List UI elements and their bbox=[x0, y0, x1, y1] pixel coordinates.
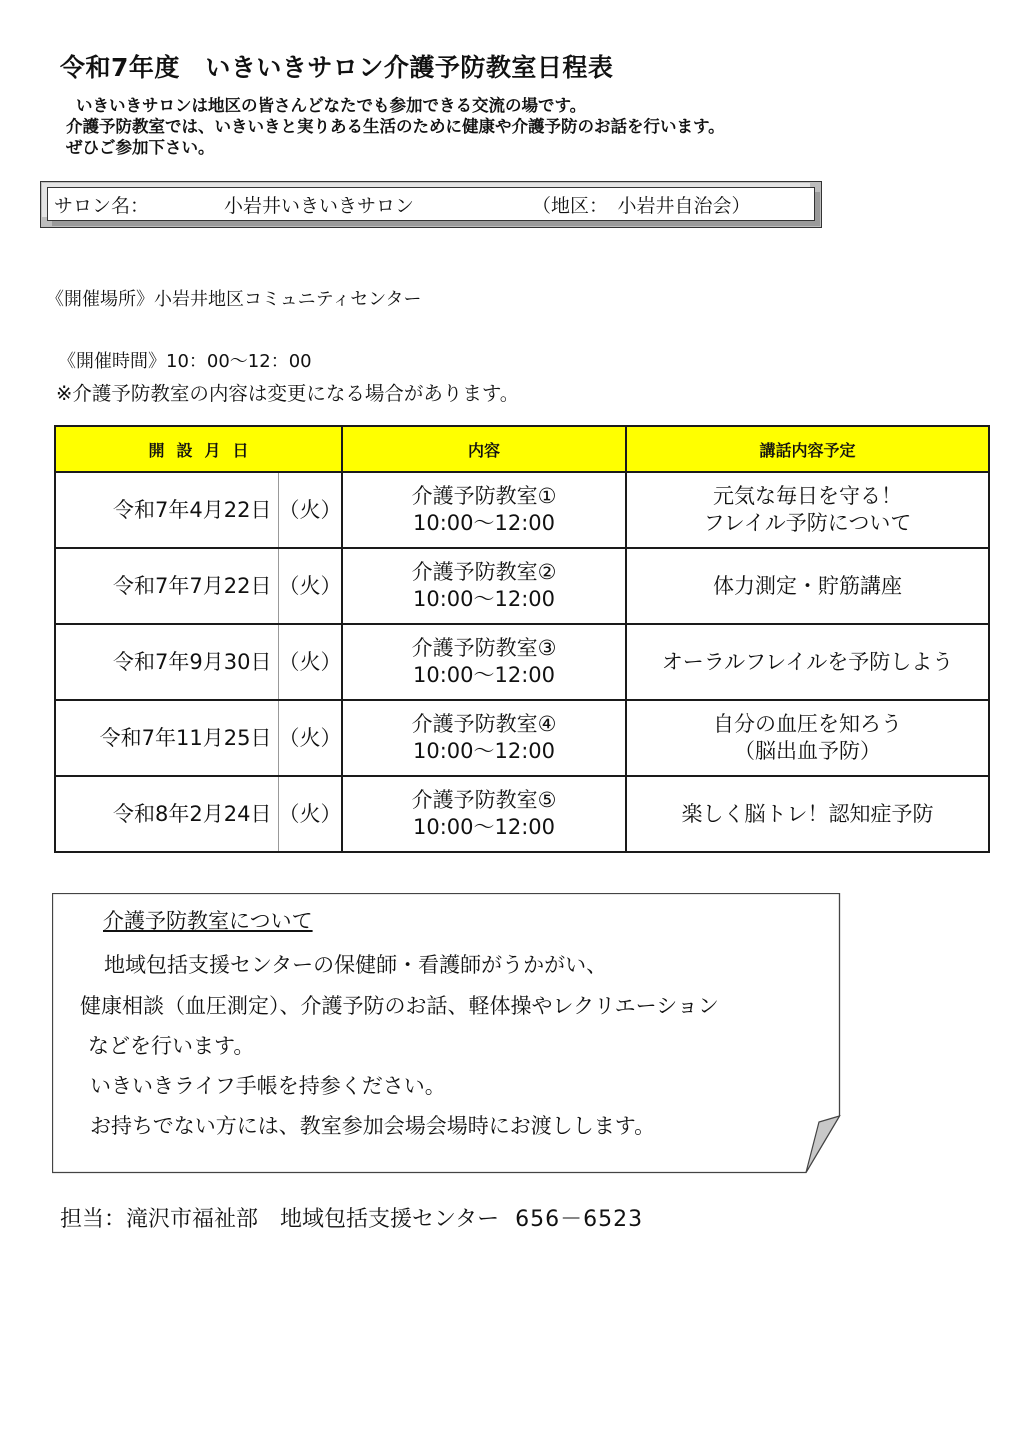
session-content: 介護予防教室⑤ 10:00～12:00 bbox=[342, 776, 626, 852]
session-content: 介護予防教室② 10:00～12:00 bbox=[342, 548, 626, 624]
table-row bbox=[55, 472, 989, 548]
session-topic: オーラルフレイルを予防しよう bbox=[626, 624, 989, 700]
contact-phone: 656－6523 bbox=[515, 1207, 644, 1232]
session-date: 令和7年11月25日 bbox=[55, 700, 278, 776]
session-content: 介護予防教室① 10:00～12:00 bbox=[342, 472, 626, 548]
page-title: 令和7年度 いきいきサロン介護予防教室日程表 bbox=[60, 53, 614, 82]
session-date: 令和8年2月24日 bbox=[55, 776, 278, 852]
hours: 《開催時間》10：00～12：00 bbox=[58, 351, 312, 372]
session-content: 介護予防教室③ 10:00～12:00 bbox=[342, 624, 626, 700]
intro-line: いきいきサロンは地区の皆さんどなたでも参加できる交流の場です。 bbox=[76, 96, 587, 115]
intro-line: ぜひご参加下さい。 bbox=[66, 138, 215, 157]
venue: 《開催場所》小岩井地区コミュニティセンター bbox=[46, 289, 422, 310]
session-weekday: （火） bbox=[278, 472, 342, 548]
about-line: お持ちでない方には、教室参加会場会場時にお渡しします。 bbox=[90, 1114, 656, 1138]
salon-name: 小岩井いきいきサロン bbox=[224, 194, 415, 217]
session-weekday: （火） bbox=[278, 700, 342, 776]
session-content: 介護予防教室④ 10:00～12:00 bbox=[342, 700, 626, 776]
session-weekday: （火） bbox=[278, 548, 342, 624]
about-title: 介護予防教室について bbox=[103, 909, 313, 933]
about-line: いきいきライフ手帳を持参ください。 bbox=[90, 1074, 446, 1098]
session-topic: 楽しく脳トレ！認知症予防 bbox=[626, 776, 989, 852]
about-line: などを行います。 bbox=[88, 1034, 255, 1058]
session-weekday: （火） bbox=[278, 776, 342, 852]
table-header-row bbox=[55, 426, 989, 472]
about-line: 健康相談（血圧測定）、介護予防のお話、軽体操やレクリエーション bbox=[80, 994, 719, 1018]
table-row bbox=[55, 776, 989, 852]
table-row bbox=[55, 624, 989, 700]
session-date: 令和7年9月30日 bbox=[55, 624, 278, 700]
intro-line: 介護予防教室では、いきいきと実りある生活のために健康や介護予防のお話を行います。 bbox=[66, 117, 725, 136]
about-line: 地域包括支援センターの保健師・看護師がうかがい、 bbox=[104, 953, 608, 977]
table-row bbox=[55, 700, 989, 776]
session-date: 令和7年4月22日 bbox=[55, 472, 278, 548]
schedule-table bbox=[54, 425, 990, 853]
salon-label: サロン名： bbox=[54, 194, 150, 217]
salon-district: （地区： 小岩井自治会） bbox=[532, 194, 751, 217]
session-topic: 元気な毎日を守る！ フレイル予防について bbox=[626, 472, 989, 548]
header-date: 開 設 月 日 bbox=[55, 426, 342, 472]
intro-text bbox=[66, 95, 725, 158]
salon-name-panel bbox=[47, 187, 815, 221]
about-callout bbox=[52, 893, 840, 1172]
session-topic: 自分の血圧を知ろう （脳出血予防） bbox=[626, 700, 989, 776]
session-date: 令和7年7月22日 bbox=[55, 548, 278, 624]
contact-department: 担当：滝沢市福祉部 地域包括支援センター bbox=[60, 1207, 500, 1232]
contact-info bbox=[60, 1202, 643, 1233]
salon-name-box bbox=[40, 181, 822, 228]
session-weekday: （火） bbox=[278, 624, 342, 700]
change-notice: ※介護予防教室の内容は変更になる場合があります。 bbox=[56, 382, 520, 405]
header-topic: 講話内容予定 bbox=[626, 426, 989, 472]
header-content: 内容 bbox=[342, 426, 626, 472]
table-row bbox=[55, 548, 989, 624]
session-topic: 体力測定・貯筋講座 bbox=[626, 548, 989, 624]
